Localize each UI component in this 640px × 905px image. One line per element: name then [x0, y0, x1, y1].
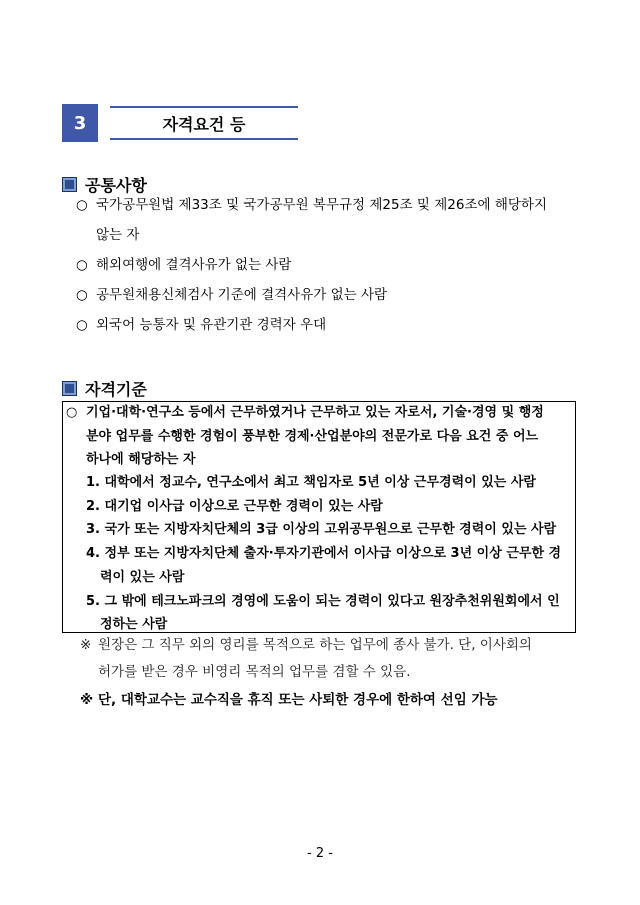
criteria-item-3: 3. 국가 또는 지방자치단체의 3급 이상의 고위공무원으로 근무한 경력이 있는 사람: [86, 522, 557, 537]
circle-bullet: ○: [76, 197, 88, 213]
criteria-intro-1: ○ 기업·대학·연구소 등에서 근무하였거나 근무하고 있는 자로서, 기술·경영 및 행정: [66, 405, 544, 420]
common-item-2: [76, 256, 291, 274]
criteria-item-4-cont: 력이 있는 사람: [100, 570, 185, 585]
title-top-rule: [110, 106, 298, 108]
common-heading: [62, 173, 147, 196]
common-item-2-text: 해외여행에 결격사유가 없는 사람: [96, 257, 292, 273]
common-item-1-line1: 국가공무원법 제33조 및 국가공무원 복무규정 제25조 및 제26조에 해당하지: [96, 197, 548, 213]
page-number: - 2 -: [307, 846, 333, 861]
criteria-heading-text: 자격기준: [85, 380, 147, 399]
note-2: ※ 단, 대학교수는 교수직을 휴직 또는 사퇴한 경우에 한하여 선임 가능: [80, 692, 498, 708]
square-bullet-icon: [62, 381, 77, 396]
square-bullet-icon: [62, 177, 77, 192]
common-item-3: [76, 286, 387, 304]
note-1-cont: 허가를 받은 경우 비영리 목적의 업무를 겸할 수 있음.: [98, 664, 411, 680]
circle-bullet: ○: [66, 405, 78, 420]
common-item-4: [76, 316, 326, 334]
section-title: 자격요건 등: [162, 115, 246, 134]
title-bottom-rule: [110, 138, 298, 140]
section-header: [62, 104, 298, 142]
note-1: ※ 원장은 그 직무 외의 영리를 목적으로 하는 업무에 종사 불가. 단, 이사회의: [80, 637, 532, 653]
common-item-1-cont: 않는 자: [96, 227, 140, 243]
common-heading-text: 공통사항: [85, 176, 147, 195]
criteria-item-4: 4. 정부 또는 지방자치단체 출자·투자기관에서 이사급 이상으로 3년 이상 근무한 경: [86, 546, 562, 561]
circle-bullet: ○: [76, 317, 88, 333]
common-item-1: [76, 196, 547, 214]
criteria-intro-2: 분야 업무를 수행한 경험이 풍부한 경제·산업분야의 전문가로 다음 요건 중 어느: [86, 429, 539, 444]
criteria-heading: [62, 377, 147, 400]
criteria-item-5-cont: 정하는 사람: [100, 617, 168, 632]
section-title-box: [110, 104, 298, 142]
reference-mark: ※: [80, 692, 94, 708]
criteria-item-2: 2. 대기업 이사급 이상으로 근무한 경력이 있는 사람: [86, 499, 383, 514]
section-number: 3: [62, 104, 98, 142]
common-item-4-text: 외국어 능통자 및 유관기관 경력자 우대: [96, 317, 327, 333]
circle-bullet: ○: [76, 287, 88, 303]
criteria-intro-3: 하나에 해당하는 자: [86, 452, 196, 467]
circle-bullet: ○: [76, 257, 88, 273]
common-item-3-text: 공무원채용신체검사 기준에 결격사유가 없는 사람: [96, 287, 388, 303]
reference-mark: ※: [80, 637, 92, 653]
criteria-item-1: 1. 대학에서 정교수, 연구소에서 최고 책임자로 5년 이상 근무경력이 있는 사람: [86, 475, 536, 490]
criteria-item-5: 5. 그 밖에 테크노파크의 경영에 도움이 되는 경력이 있다고 원장추천위원회에서 인: [86, 594, 560, 609]
